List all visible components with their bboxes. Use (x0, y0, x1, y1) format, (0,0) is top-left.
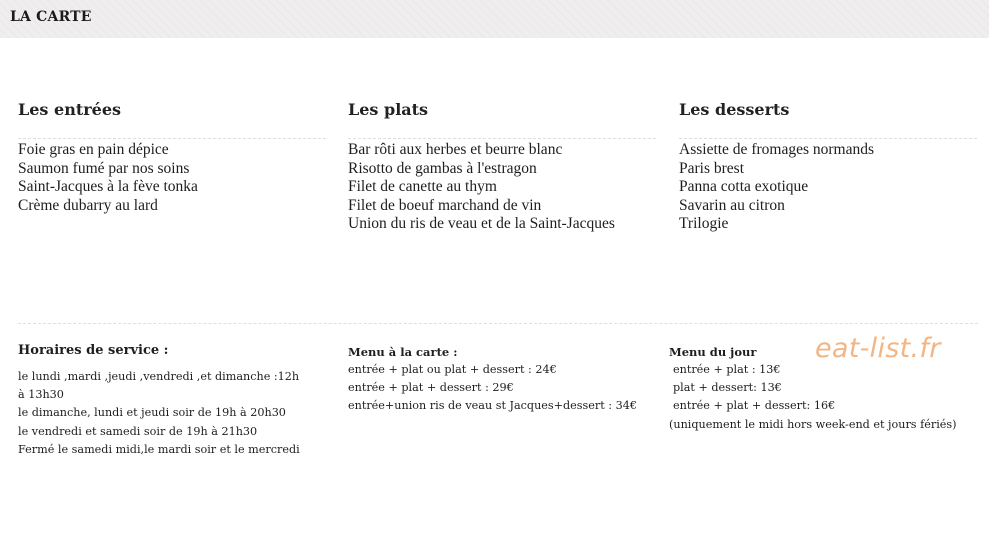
menu-jour-line: plat + dessert: 13€ (673, 381, 782, 395)
list-item: Panna cotta exotique (679, 178, 809, 196)
horaires-line: Fermé le samedi midi,le mardi soir et le mercredi (18, 442, 300, 456)
page-title: LA CARTE (10, 9, 92, 25)
horaires-section (18, 343, 318, 459)
list-item: Trilogie (679, 215, 729, 233)
list-item: Saumon fumé par nos soins (18, 159, 190, 177)
list-item: Assiette de fromages normands (679, 141, 874, 158)
menu-jour-line: entrée + plat + dessert: 16€ (673, 399, 836, 413)
list-item: Risotto de gambas à l'estragon (348, 159, 537, 177)
entrees-heading: Les entrées (18, 100, 122, 119)
list-item: Paris brest (679, 159, 745, 177)
entrees-section (18, 100, 326, 215)
entrees-divider (18, 138, 326, 139)
menu-jour-heading: Menu du jour (669, 345, 757, 359)
list-item: Filet de canette au thym (348, 178, 497, 196)
plats-divider (348, 138, 656, 139)
plats-list (348, 141, 656, 234)
menu-jour-line: entrée + plat : 13€ (673, 363, 781, 376)
menu-carte-line: entrée + plat ou plat + dessert : 24€ (348, 363, 557, 376)
menu-carte-section (348, 343, 648, 416)
menu-jour-line: (uniquement le midi hors week-end et jours fériés) (669, 417, 957, 431)
list-item: Saint-Jacques à la fève tonka (18, 178, 198, 196)
desserts-list (679, 141, 977, 234)
entrees-list (18, 141, 326, 215)
list-item: Crème dubarry au lard (18, 196, 158, 214)
menu-carte-line: entrée+union ris de veau st Jacques+dessert : 34€ (348, 399, 637, 413)
desserts-divider (679, 138, 977, 139)
list-item: Bar rôti aux herbes et beurre blanc (348, 141, 563, 158)
desserts-section (679, 100, 977, 234)
menu-carte-heading: Menu à la carte : (348, 345, 458, 359)
watermark-logo: eat-list.fr (815, 333, 941, 364)
list-item: Foie gras en pain dépice (18, 141, 169, 158)
desserts-heading: Les desserts (679, 100, 790, 119)
menu-carte-line: entrée + plat + dessert : 29€ (348, 381, 514, 395)
horaires-line: le vendredi et samedi soir de 19h à 21h30 (18, 424, 258, 438)
plats-section (348, 100, 656, 234)
plats-heading: Les plats (348, 100, 429, 119)
list-item: Filet de boeuf marchand de vin (348, 196, 542, 214)
list-item: Savarin au citron (679, 196, 785, 214)
header-bar (0, 0, 989, 38)
horaires-line: le lundi ,mardi ,jeudi ,vendredi ,et dimanche :12h à 13h30 (18, 370, 300, 402)
list-item: Union du ris de veau et de la Saint-Jacques (348, 215, 615, 233)
section-divider (18, 323, 978, 324)
horaires-line: le dimanche, lundi et jeudi soir de 19h à 20h30 (18, 406, 286, 420)
horaires-heading: Horaires de service : (18, 343, 169, 358)
